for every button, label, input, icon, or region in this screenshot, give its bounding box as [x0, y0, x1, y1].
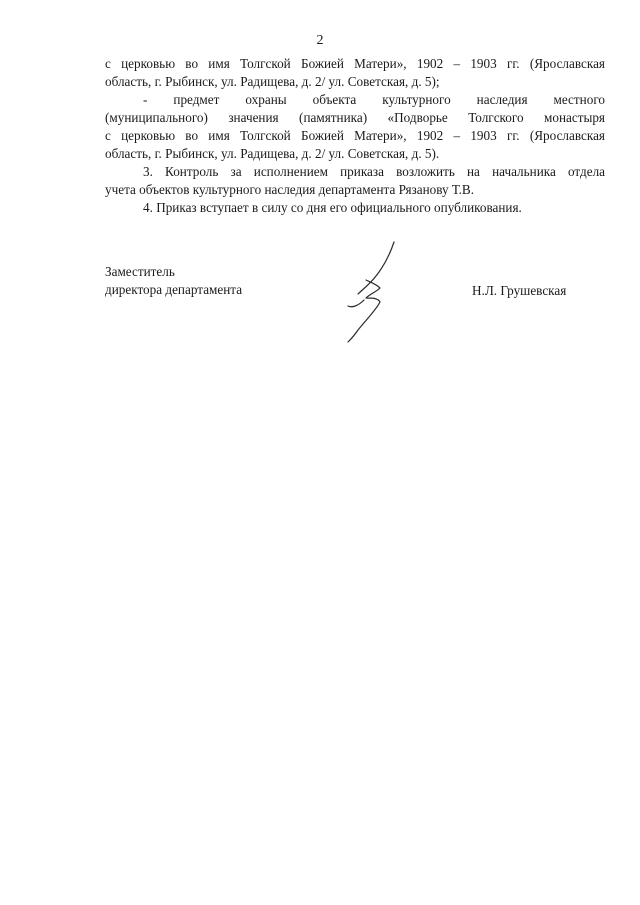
text-line: область, г. Рыбинск, ул. Радищева, д. 2/ ул. Советская, д. 5).: [105, 146, 440, 161]
text-line: - предмет охраны объекта культурного наследия местного: [143, 92, 605, 107]
page-number: 2: [316, 33, 324, 48]
text-line: с церковью во имя Толгской Божией Матери», 1902 – 1903 гг. (Ярославская: [105, 128, 605, 143]
text-line: учета объектов культурного наследия департамента Рязанову Т.В.: [105, 182, 475, 197]
text-line: с церковью во имя Толгской Божией Матери», 1902 – 1903 гг. (Ярославская: [105, 56, 605, 71]
text-line: (муниципального) значения (памятника) «Подворье Толгского монастыря: [105, 110, 605, 125]
position-line: Заместитель: [105, 264, 175, 279]
text-line: 4. Приказ вступает в силу со дня его официального опубликования.: [143, 200, 522, 215]
signatory-position: [105, 263, 242, 299]
paragraph-control: [105, 163, 605, 199]
paragraph-effective-date: [105, 199, 605, 217]
document-body: [105, 55, 605, 217]
handwritten-signature: [336, 236, 406, 346]
text-line: 3. Контроль за исполнением приказа возложить на начальника отдела: [143, 164, 605, 179]
paragraph-continuation: [105, 55, 605, 91]
signatory-name: Н.Л. Грушевская: [472, 283, 567, 298]
position-line: директора департамента: [105, 282, 243, 297]
text-line: область, г. Рыбинск, ул. Радищева, д. 2/ ул. Советская, д. 5);: [105, 74, 440, 89]
paragraph-protection-subject: [105, 91, 605, 163]
